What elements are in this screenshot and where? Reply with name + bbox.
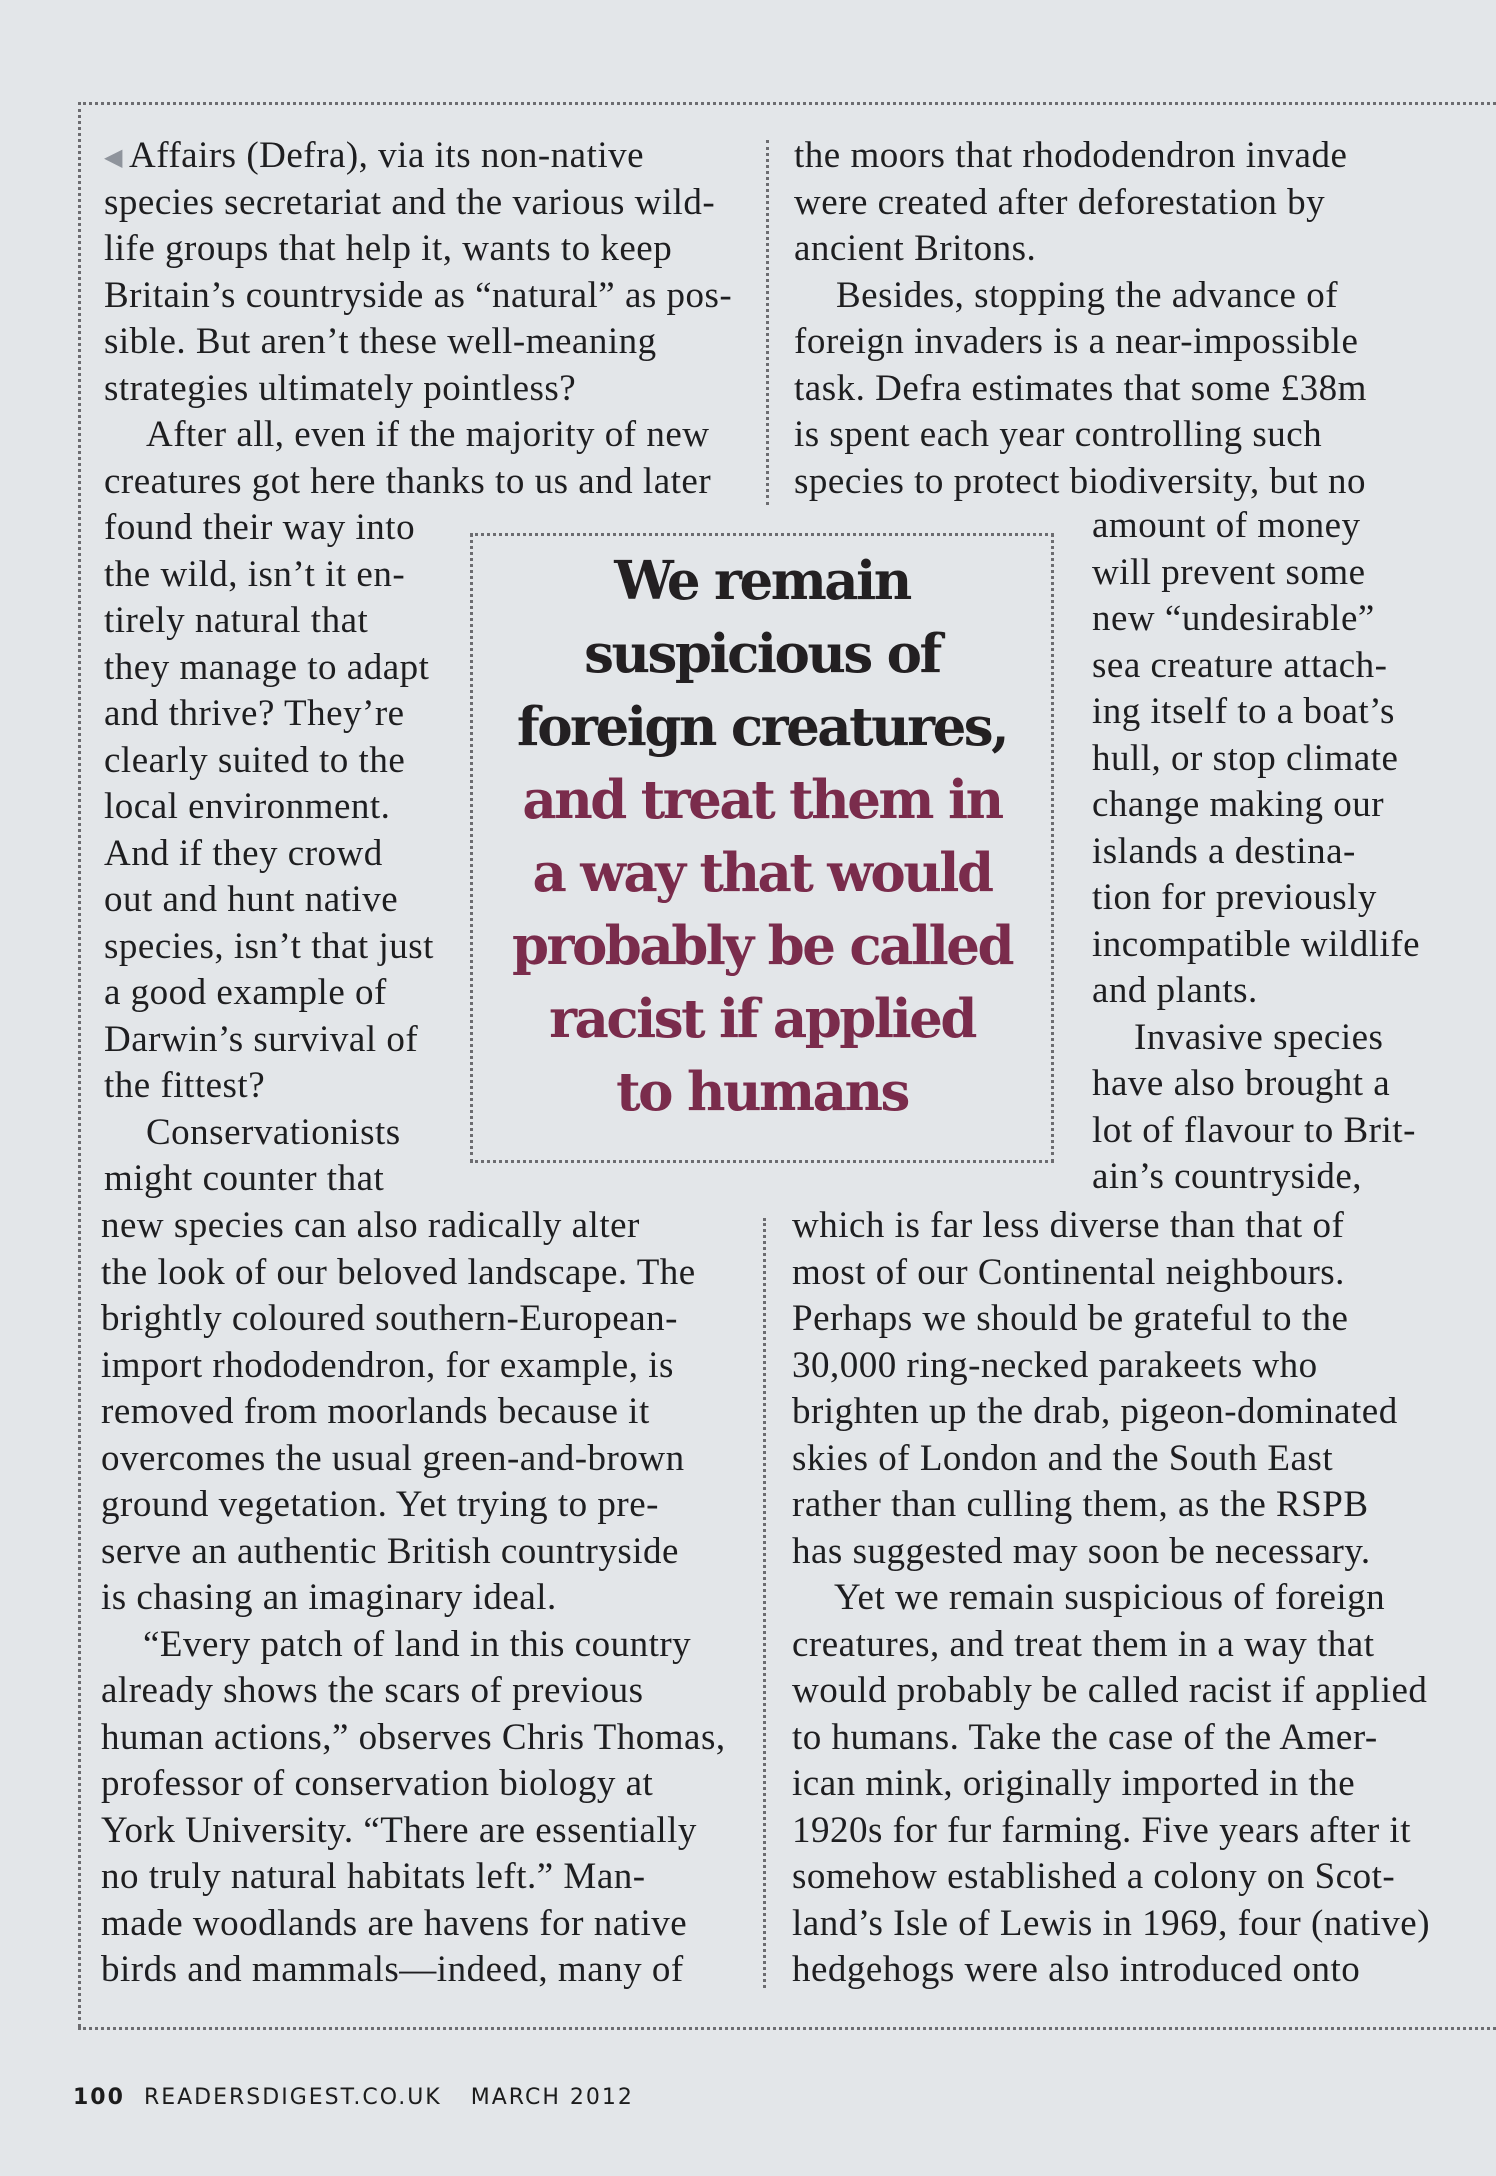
text-line: birds and mammals—indeed, many of bbox=[101, 1949, 684, 1990]
text-line: skies of London and the South East bbox=[792, 1437, 1334, 1479]
text-line: no truly natural habitats left.” Man- bbox=[101, 1856, 646, 1897]
text-line: the wild, isn’t it en- bbox=[104, 553, 406, 595]
left-triangle-arrow-icon: ◀ bbox=[104, 145, 123, 171]
text-line: would probably be called racist if applied bbox=[792, 1670, 1428, 1711]
column-1-upper bbox=[104, 133, 732, 505]
text-line: land’s Isle of Lewis in 1969, four (native) bbox=[792, 1902, 1431, 1944]
left-dotted-rule bbox=[78, 102, 81, 2027]
text-line: were created after deforestation by bbox=[794, 181, 1326, 223]
text-line: Invasive species bbox=[1134, 1016, 1384, 1058]
column-2-middle bbox=[1092, 503, 1420, 1201]
text-line: Britain’s countryside as “natural” as pos- bbox=[104, 274, 733, 316]
text-line: they manage to adapt bbox=[104, 646, 430, 688]
text-line: ancient Britons. bbox=[794, 228, 1037, 269]
text-line: which is far less diverse than that of bbox=[792, 1205, 1345, 1246]
text-line: brightly coloured southern-European- bbox=[101, 1298, 678, 1339]
text-line: ican mink, originally imported in the bbox=[792, 1763, 1356, 1804]
text-line: Besides, stopping the advance of bbox=[836, 274, 1339, 316]
text-line: life groups that help it, wants to keep bbox=[104, 228, 673, 269]
text-line: and plants. bbox=[1092, 970, 1258, 1011]
text-line: is spent each year controlling such bbox=[794, 414, 1323, 455]
text-line: hedgehogs were also introduced onto bbox=[792, 1949, 1361, 1990]
bottom-dotted-rule bbox=[78, 2027, 1496, 2030]
column-1-lower bbox=[101, 1203, 726, 1994]
text-line: ◀ Affairs (Defra), via its non-native bbox=[104, 135, 645, 176]
text-line: the fittest? bbox=[104, 1065, 266, 1106]
text-line: ing itself to a boat’s bbox=[1092, 691, 1395, 732]
text-line: rather than culling them, as the RSPB bbox=[792, 1484, 1369, 1525]
text-line: creatures, and treat them in a way that bbox=[792, 1623, 1375, 1665]
column-divider-lower bbox=[763, 1218, 766, 1988]
text-line: serve an authentic British countryside bbox=[101, 1530, 679, 1572]
text-line: the moors that rhododendron invade bbox=[794, 135, 1348, 176]
text-line: most of our Continental neighbours. bbox=[792, 1251, 1345, 1293]
text-line: Perhaps we should be grateful to the bbox=[792, 1298, 1349, 1339]
text-line: brighten up the drab, pigeon-dominated bbox=[792, 1391, 1398, 1432]
text-line: task. Defra estimates that some £38m bbox=[794, 367, 1367, 409]
text-line: tirely natural that bbox=[104, 600, 369, 641]
text-line: has suggested may soon be necessary. bbox=[792, 1530, 1371, 1572]
pull-quote-text bbox=[473, 536, 1051, 1129]
column-divider-upper bbox=[766, 140, 769, 505]
text-line: hull, or stop climate bbox=[1092, 737, 1399, 779]
text-line: creatures got here thanks to us and later bbox=[104, 460, 712, 502]
page-number: 100 bbox=[73, 2085, 125, 2110]
page-footer bbox=[73, 2085, 634, 2110]
pull-quote-line-accent: to humans bbox=[616, 1061, 908, 1123]
text-line: Yet we remain suspicious of foreign bbox=[834, 1577, 1386, 1618]
text-line: local environment. bbox=[104, 786, 391, 827]
pull-quote-line-accent: racist if applied bbox=[549, 988, 975, 1050]
text-line: incompatible wildlife bbox=[1092, 923, 1420, 965]
text-line: species to protect biodiversity, but no bbox=[794, 460, 1366, 502]
text-line: And if they crowd bbox=[104, 832, 383, 874]
text-line: is chasing an imaginary ideal. bbox=[101, 1577, 557, 1618]
pull-quote-line-accent: probably be called bbox=[511, 915, 1013, 977]
pull-quote-line-accent: and treat them in bbox=[522, 769, 1002, 831]
text-line: foreign invaders is a near-impossible bbox=[794, 321, 1359, 362]
magazine-website: READERSDIGEST.CO.UK bbox=[143, 2085, 442, 2110]
pull-quote bbox=[470, 533, 1054, 1163]
text-line: already shows the scars of previous bbox=[101, 1670, 644, 1711]
text-line: strategies ultimately pointless? bbox=[104, 367, 577, 409]
column-1-middle bbox=[104, 505, 434, 1203]
pull-quote-line: suspicious of bbox=[584, 623, 940, 685]
text-line: After all, even if the majority of new bbox=[146, 414, 710, 455]
text-line: species, isn’t that just bbox=[104, 925, 434, 967]
issue-date: MARCH 2012 bbox=[470, 2085, 634, 2110]
text-line: “Every patch of land in this country bbox=[143, 1623, 692, 1665]
text-line: somehow established a colony on Scot- bbox=[792, 1856, 1396, 1897]
pull-quote-line: foreign creatures, bbox=[516, 696, 1008, 758]
text-line: human actions,” observes Chris Thomas, bbox=[101, 1716, 726, 1758]
column-2-upper bbox=[794, 133, 1367, 505]
text-line: 30,000 ring-necked parakeets who bbox=[792, 1344, 1318, 1386]
text-line: made woodlands are havens for native bbox=[101, 1902, 688, 1944]
text-line: to humans. Take the case of the Amer- bbox=[792, 1716, 1378, 1758]
text-line: York University. “There are essentially bbox=[101, 1809, 697, 1851]
text-line: out and hunt native bbox=[104, 879, 399, 920]
text-line: sible. But aren’t these well-meaning bbox=[104, 321, 657, 362]
text-line: professor of conservation biology at bbox=[101, 1763, 654, 1804]
pull-quote-line: We remain bbox=[614, 550, 910, 612]
text-line: change making our bbox=[1092, 784, 1385, 825]
text-line: import rhododendron, for example, is bbox=[101, 1344, 674, 1386]
text-line: ain’s countryside, bbox=[1092, 1156, 1363, 1197]
text-line: have also brought a bbox=[1092, 1063, 1391, 1104]
text-line: tion for previously bbox=[1092, 877, 1377, 918]
text-line: lot of flavour to Brit- bbox=[1092, 1109, 1416, 1151]
text-line: and thrive? They’re bbox=[104, 693, 405, 734]
text-line: islands a destina- bbox=[1092, 830, 1356, 872]
top-dotted-rule bbox=[78, 102, 1496, 105]
pull-quote-line-accent: a way that would bbox=[532, 842, 992, 904]
text-line: overcomes the usual green-and-brown bbox=[101, 1437, 685, 1479]
text-line: the look of our beloved landscape. The bbox=[101, 1251, 696, 1293]
text-line: amount of money bbox=[1092, 505, 1361, 546]
text-line: Conservationists bbox=[146, 1111, 401, 1153]
text-line: clearly suited to the bbox=[104, 739, 406, 781]
text-line: Darwin’s survival of bbox=[104, 1018, 419, 1060]
column-2-lower bbox=[792, 1203, 1430, 1994]
text-line: found their way into bbox=[104, 507, 416, 548]
text-line: will prevent some bbox=[1092, 551, 1366, 593]
text-line: removed from moorlands because it bbox=[101, 1391, 650, 1432]
text-line: new species can also radically alter bbox=[101, 1205, 640, 1246]
text-line: 1920s for fur farming. Five years after it bbox=[792, 1809, 1411, 1851]
text-line: a good example of bbox=[104, 972, 387, 1013]
text-line: new “undesirable” bbox=[1092, 598, 1375, 639]
text-line: might counter that bbox=[104, 1158, 385, 1199]
text-line: species secretariat and the various wild- bbox=[104, 181, 716, 223]
text-line: sea creature attach- bbox=[1092, 644, 1388, 686]
text-line: ground vegetation. Yet trying to pre- bbox=[101, 1484, 659, 1525]
